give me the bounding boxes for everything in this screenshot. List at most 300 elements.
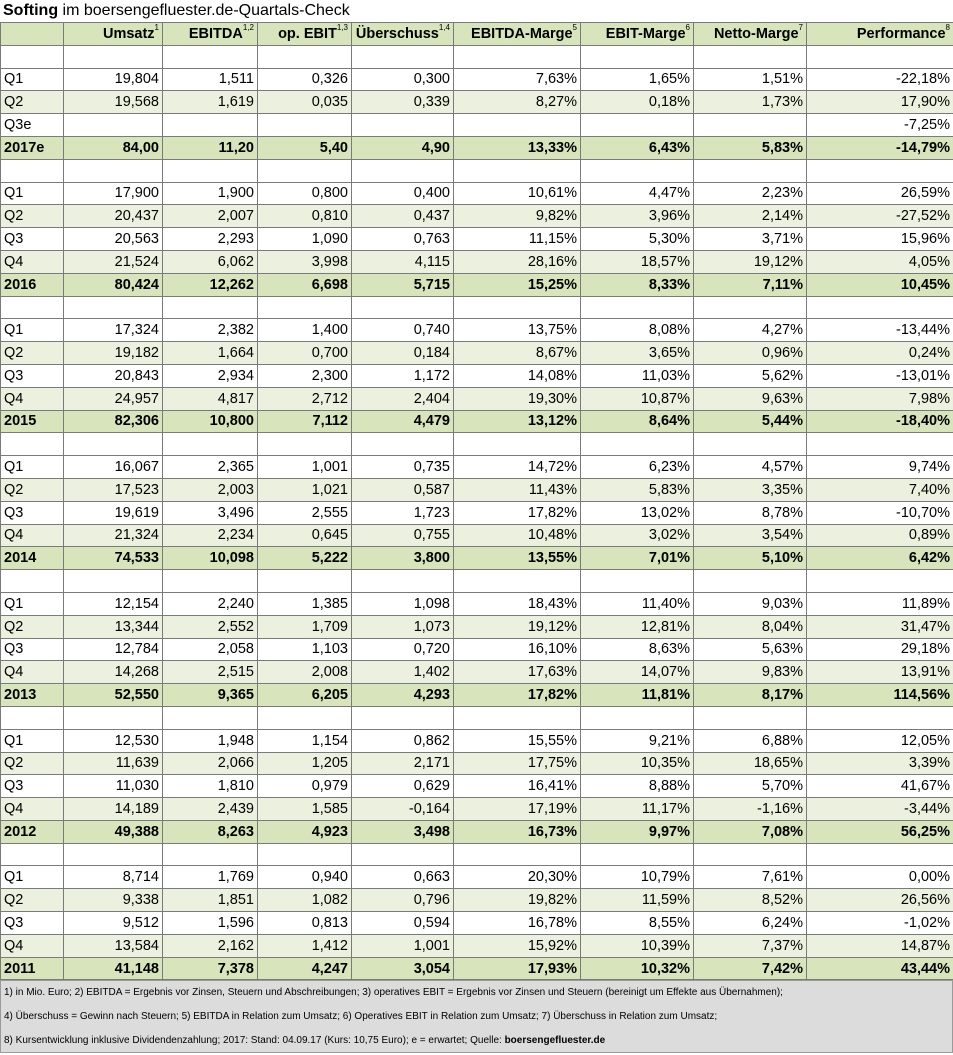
table-cell: 1,664 [163,342,258,365]
table-cell: 19,182 [64,342,163,365]
table-cell: 13,55% [454,547,581,570]
table-cell: 10,098 [163,547,258,570]
spacer-cell [807,706,953,729]
spacer-cell [454,706,581,729]
spacer-row [1,433,953,456]
table-cell: 1,596 [163,912,258,935]
table-cell: 8,67% [454,342,581,365]
spacer-row [1,843,953,866]
table-cell: 16,41% [454,775,581,798]
table-cell: 2,058 [163,638,258,661]
table-cell: 6,698 [258,273,352,296]
table-cell: 11,59% [581,889,694,912]
table-cell [352,114,454,137]
table-cell: 3,498 [352,820,454,843]
table-cell: 2,23% [694,182,807,205]
table-cell: 10,45% [807,273,953,296]
table-cell: 17,523 [64,478,163,501]
spacer-cell [1,45,64,68]
table-cell: 8,52% [694,889,807,912]
footnote-text: 8) Kursentwicklung inklusive Dividendenzahlung; 2017: Stand: 04.09.17 (Kurs: 10,75 Euro); e = erwartet; Quelle: [4,1035,505,1047]
table-cell: 4,47% [581,182,694,205]
row-label: 2014 [1,547,64,570]
spacer-cell [694,296,807,319]
quarterly-table [0,22,953,980]
spacer-row [1,706,953,729]
quarter-row [1,364,953,387]
table-cell: 0,300 [352,68,454,91]
table-cell: 1,172 [352,364,454,387]
table-cell: 9,74% [807,456,953,479]
column-header [694,23,807,46]
spacer-cell [454,296,581,319]
table-cell: 4,817 [163,387,258,410]
spacer-cell [258,159,352,182]
table-cell: 17,82% [454,501,581,524]
table-cell: 0,813 [258,912,352,935]
table-cell: 8,263 [163,820,258,843]
row-label: Q2 [1,889,64,912]
column-header [454,23,581,46]
table-cell: 16,067 [64,456,163,479]
table-cell: 13,91% [807,661,953,684]
table-cell: 28,16% [454,250,581,273]
quarter-row [1,889,953,912]
table-cell: 17,63% [454,661,581,684]
table-cell: 19,12% [454,615,581,638]
table-cell: 1,73% [694,91,807,114]
spacer-cell [352,843,454,866]
table-cell: 17,82% [454,684,581,707]
table-cell: 2,008 [258,661,352,684]
column-header-label: Umsatz [102,26,155,43]
table-cell: 2,365 [163,456,258,479]
table-cell: 14,87% [807,934,953,957]
table-cell: 1,154 [258,729,352,752]
table-cell: 1,709 [258,615,352,638]
table-cell: 9,338 [64,889,163,912]
table-cell: -0,164 [352,798,454,821]
row-label: 2017e [1,136,64,159]
table-cell: 0,24% [807,342,953,365]
table-cell: 1,402 [352,661,454,684]
table-cell: 2,300 [258,364,352,387]
quarter-row [1,615,953,638]
table-cell: 1,769 [163,866,258,889]
table-cell: 4,293 [352,684,454,707]
spacer-cell [163,570,258,593]
header-corner [1,23,64,46]
table-cell: 19,804 [64,68,163,91]
table-cell: 1,723 [352,501,454,524]
table-cell: 3,800 [352,547,454,570]
quarter-row [1,91,953,114]
spacer-cell [581,843,694,866]
table-cell: 3,65% [581,342,694,365]
row-label: Q2 [1,615,64,638]
table-cell: 5,70% [694,775,807,798]
table-cell: -1,16% [694,798,807,821]
table-cell: 11,20 [163,136,258,159]
table-cell: 10,32% [581,957,694,980]
spacer-cell [64,159,163,182]
table-cell: 14,268 [64,661,163,684]
table-cell: 2,234 [163,524,258,547]
row-label: Q2 [1,91,64,114]
table-cell: 14,07% [581,661,694,684]
footnote-line-1: 1) in Mio. Euro; 2) EBITDA = Ergebnis vor Zinsen, Steuern und Abschreibungen; 3) operatives EBIT = Ergebnis vor Zinsen und Steuern (bereinigt um Effekte aus Übernahmen); [4,987,783,999]
table-cell: 15,92% [454,934,581,957]
spacer-cell [454,45,581,68]
table-cell: 4,27% [694,319,807,342]
table-cell: 13,33% [454,136,581,159]
table-cell: 0,184 [352,342,454,365]
table-cell: 2,382 [163,319,258,342]
table-cell: 1,511 [163,68,258,91]
table-cell: 1,098 [352,592,454,615]
quarter-row [1,752,953,775]
table-cell: 12,05% [807,729,953,752]
footnote-ref: 1,3 [336,23,348,33]
table-cell: 8,78% [694,501,807,524]
table-cell: 15,25% [454,273,581,296]
table-cell: 0,326 [258,68,352,91]
table-cell: 17,75% [454,752,581,775]
row-label: Q4 [1,934,64,957]
table-cell: 24,957 [64,387,163,410]
table-cell: 74,533 [64,547,163,570]
table-cell: 13,584 [64,934,163,957]
year-total-row [1,957,953,980]
spacer-cell [352,433,454,456]
table-cell: 1,073 [352,615,454,638]
spacer-cell [352,296,454,319]
spacer-cell [694,433,807,456]
spacer-cell [454,159,581,182]
spacer-cell [163,433,258,456]
row-label: 2011 [1,957,64,980]
table-cell: 7,11% [694,273,807,296]
spacer-cell [258,570,352,593]
table-cell: 17,90% [807,91,953,114]
table-cell: 4,57% [694,456,807,479]
table-cell: 0,940 [258,866,352,889]
table-cell: 0,720 [352,638,454,661]
table-cell: 2,162 [163,934,258,957]
table-cell: 1,851 [163,889,258,912]
column-header [807,23,953,46]
table-cell: 8,04% [694,615,807,638]
source-name: boersengefluester.de [504,1035,606,1047]
table-cell: 29,18% [807,638,953,661]
table-cell: 12,784 [64,638,163,661]
table-cell: 1,082 [258,889,352,912]
year-total-row [1,547,953,570]
table-body [1,45,953,980]
quarter-row [1,478,953,501]
spacer-cell [163,843,258,866]
table-cell: 1,900 [163,182,258,205]
row-label: Q1 [1,319,64,342]
quarter-row [1,228,953,251]
table-cell: 14,08% [454,364,581,387]
row-label: Q3 [1,228,64,251]
table-cell: 10,800 [163,410,258,433]
table-cell: 0,979 [258,775,352,798]
table-cell: 4,05% [807,250,953,273]
spacer-cell [694,45,807,68]
table-cell: 10,61% [454,182,581,205]
spacer-cell [352,706,454,729]
table-cell: 8,08% [581,319,694,342]
table-cell: 9,365 [163,684,258,707]
table-cell: 11,030 [64,775,163,798]
table-cell: 2,066 [163,752,258,775]
table-cell: 5,30% [581,228,694,251]
table-cell: 16,10% [454,638,581,661]
table-cell: 56,25% [807,820,953,843]
table-cell: 7,37% [694,934,807,957]
spacer-row [1,570,953,593]
table-cell: 9,97% [581,820,694,843]
table-cell: 10,87% [581,387,694,410]
table-cell: 14,189 [64,798,163,821]
quarter-row [1,592,953,615]
table-cell: 5,83% [581,478,694,501]
table-cell: 1,810 [163,775,258,798]
header-row [1,23,953,46]
table-cell: 9,63% [694,387,807,410]
table-cell: 1,65% [581,68,694,91]
row-label: Q1 [1,456,64,479]
spacer-cell [581,433,694,456]
table-cell: 11,43% [454,478,581,501]
spacer-cell [1,296,64,319]
spacer-cell [581,570,694,593]
table-cell: 49,388 [64,820,163,843]
spacer-cell [694,570,807,593]
column-header-label: op. EBIT [278,26,337,43]
spacer-cell [258,296,352,319]
table-cell: 1,619 [163,91,258,114]
table-cell: 17,93% [454,957,581,980]
quarter-row [1,68,953,91]
year-total-row [1,820,953,843]
table-cell: 26,56% [807,889,953,912]
page-title [0,0,953,22]
table-cell: 20,437 [64,205,163,228]
row-label: Q1 [1,592,64,615]
table-cell: 11,81% [581,684,694,707]
quarter-row [1,501,953,524]
spacer-cell [258,45,352,68]
year-total-row [1,273,953,296]
table-cell: 8,17% [694,684,807,707]
table-cell: 52,550 [64,684,163,707]
quarter-row [1,387,953,410]
row-label: Q3 [1,501,64,524]
table-cell: 4,923 [258,820,352,843]
row-label: Q1 [1,68,64,91]
spacer-cell [1,433,64,456]
table-cell: 0,645 [258,524,352,547]
spacer-cell [807,159,953,182]
footnote-ref: 1,4 [438,23,450,33]
table-cell: 4,115 [352,250,454,273]
spacer-cell [64,843,163,866]
table-cell: 9,82% [454,205,581,228]
spacer-cell [581,706,694,729]
spacer-row [1,296,953,319]
table-cell: 7,378 [163,957,258,980]
row-label: Q4 [1,250,64,273]
table-cell [454,114,581,137]
table-cell: 2,404 [352,387,454,410]
table-cell: 4,247 [258,957,352,980]
table-cell: 10,35% [581,752,694,775]
table-cell: 3,71% [694,228,807,251]
table-cell: 7,63% [454,68,581,91]
column-header [581,23,694,46]
spacer-cell [581,159,694,182]
spacer-cell [1,843,64,866]
table-cell: 15,55% [454,729,581,752]
column-header [163,23,258,46]
table-cell: 13,12% [454,410,581,433]
table-cell: 3,02% [581,524,694,547]
column-header-label: Performance [856,26,946,43]
row-label: Q1 [1,866,64,889]
table-cell: 0,663 [352,866,454,889]
table-cell: 80,424 [64,273,163,296]
quarter-row [1,524,953,547]
table-cell: 18,65% [694,752,807,775]
table-cell: 41,67% [807,775,953,798]
spacer-cell [1,706,64,729]
footnote-ref: 8 [945,23,950,33]
table-cell: 5,222 [258,547,352,570]
spacer-cell [64,433,163,456]
table-cell: 5,40 [258,136,352,159]
table-cell: 19,568 [64,91,163,114]
quarter-row [1,182,953,205]
row-label: Q4 [1,387,64,410]
quarter-row [1,912,953,935]
table-cell: 9,512 [64,912,163,935]
table-cell: 7,08% [694,820,807,843]
table-cell: 12,262 [163,273,258,296]
table-cell [581,114,694,137]
footnote-ref: 1 [154,23,159,33]
table-cell: 3,054 [352,957,454,980]
spacer-cell [807,433,953,456]
row-label: 2015 [1,410,64,433]
table-cell: 3,39% [807,752,953,775]
table-cell: 8,64% [581,410,694,433]
table-cell: -1,02% [807,912,953,935]
spacer-cell [352,159,454,182]
table-cell: 13,75% [454,319,581,342]
column-header-label: Überschuss [355,26,439,43]
table-cell: 6,062 [163,250,258,273]
column-header [352,23,454,46]
spacer-row [1,45,953,68]
spacer-cell [258,843,352,866]
table-cell: 19,619 [64,501,163,524]
table-cell: 0,810 [258,205,352,228]
row-label: Q3 [1,912,64,935]
table-cell: 19,30% [454,387,581,410]
spacer-cell [64,296,163,319]
table-cell: 2,240 [163,592,258,615]
year-total-row [1,684,953,707]
row-label: 2012 [1,820,64,843]
table-cell: 0,796 [352,889,454,912]
table-cell: 0,96% [694,342,807,365]
table-cell: -10,70% [807,501,953,524]
table-cell: 2,515 [163,661,258,684]
spacer-cell [694,843,807,866]
table-cell: 6,88% [694,729,807,752]
table-cell: 2,007 [163,205,258,228]
spacer-cell [64,570,163,593]
table-cell: 10,39% [581,934,694,957]
table-cell: 8,88% [581,775,694,798]
table-cell: 2,171 [352,752,454,775]
table-cell: 19,12% [694,250,807,273]
table-cell: 15,96% [807,228,953,251]
table-cell: 0,629 [352,775,454,798]
footnotes [0,980,953,1053]
row-label: 2016 [1,273,64,296]
table-cell: 9,83% [694,661,807,684]
table-cell: 4,479 [352,410,454,433]
table-cell: 3,54% [694,524,807,547]
table-cell: 8,63% [581,638,694,661]
title-rest: im boersengefluester.de-Quartals-Check [58,2,350,19]
spacer-cell [807,296,953,319]
table-cell: 1,001 [258,456,352,479]
row-label: Q1 [1,182,64,205]
column-header-label: EBITDA [188,26,243,43]
table-cell: 5,63% [694,638,807,661]
quarter-row [1,114,953,137]
footnote-ref: 6 [685,23,690,33]
table-cell: 10,48% [454,524,581,547]
table-cell: 26,59% [807,182,953,205]
year-total-row [1,136,953,159]
table-cell: 0,735 [352,456,454,479]
table-cell: 1,001 [352,934,454,957]
footnote-ref: 7 [798,23,803,33]
table-cell: -14,79% [807,136,953,159]
quarter-row [1,638,953,661]
table-cell: 0,700 [258,342,352,365]
table-cell: 6,23% [581,456,694,479]
table-cell: -7,25% [807,114,953,137]
column-header [64,23,163,46]
table-cell: 21,524 [64,250,163,273]
quarter-row [1,661,953,684]
table-cell: 11,17% [581,798,694,821]
table-cell: 11,639 [64,752,163,775]
table-cell: 84,00 [64,136,163,159]
spacer-cell [163,296,258,319]
company-name: Softing [3,2,59,19]
table-cell [258,114,352,137]
spacer-cell [694,706,807,729]
spacer-cell [163,706,258,729]
